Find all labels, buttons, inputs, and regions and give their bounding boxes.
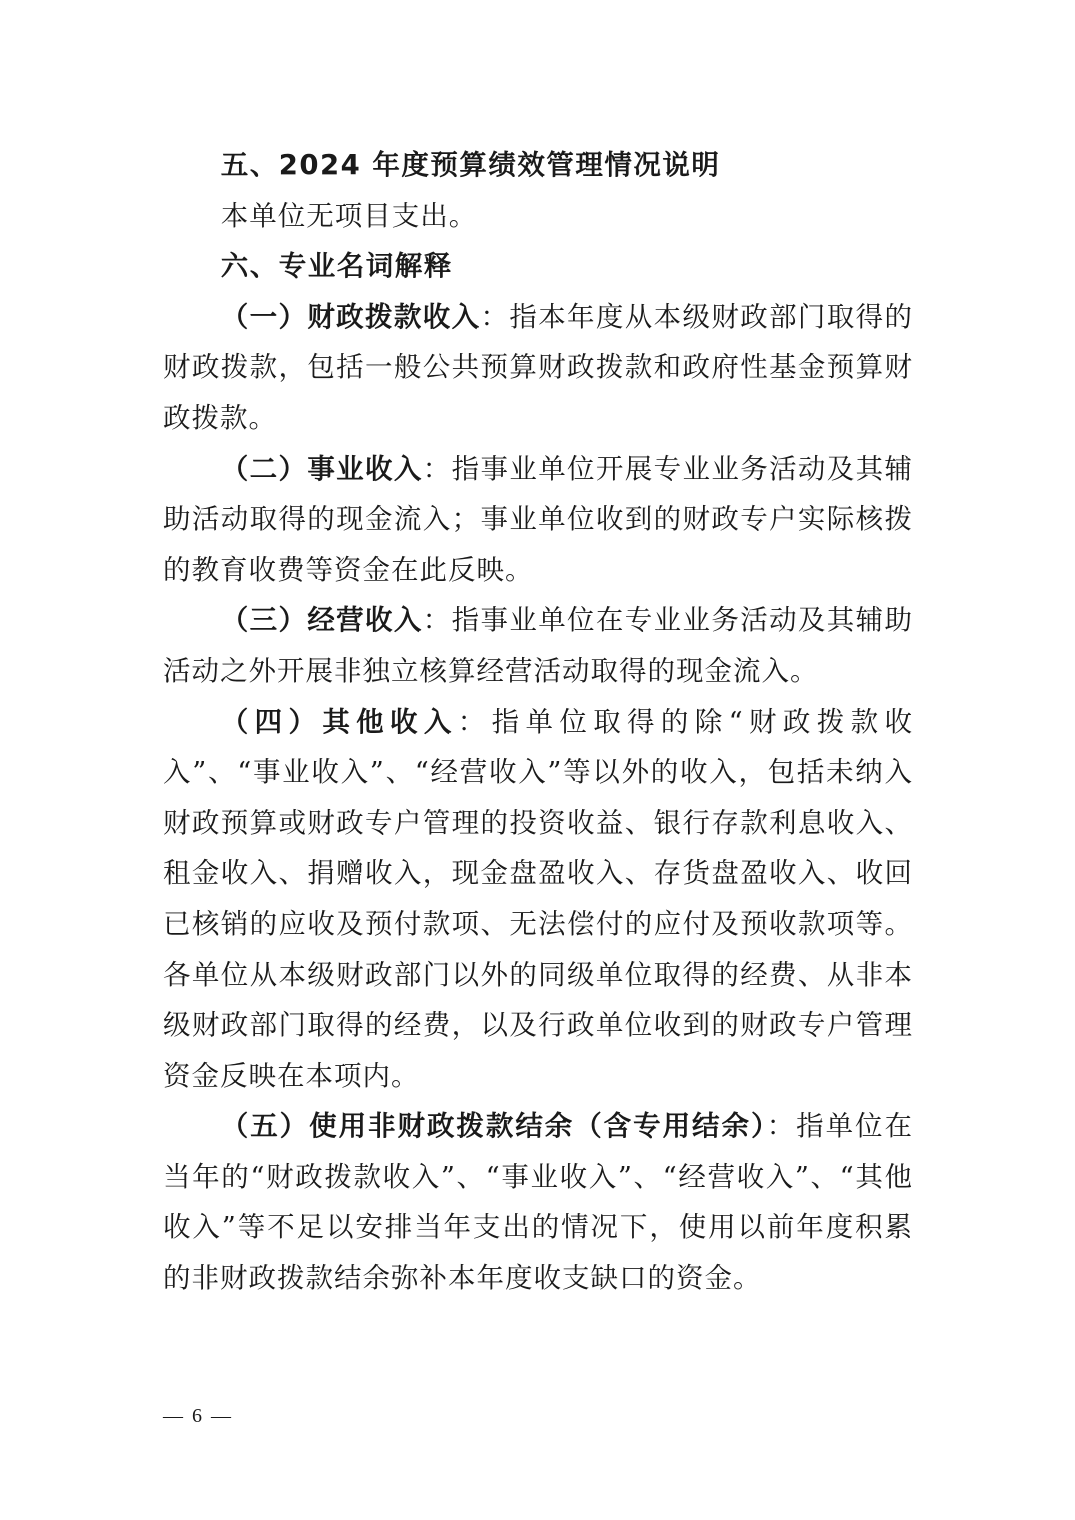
section-heading-terms: 六、专业名词解释 [220, 250, 453, 283]
term-title: （三）经营收入 [220, 604, 423, 637]
term-definition: ：指单位取得的除“财政拨款收入”、“事业收入”、“经营收入”等以外的收入，包括未纳入财政预算或财政专户管理的投资收益、银行存款利息收入、租金收入、捐赠收入，现金盘盈收入、存货盘盈收入、收回已核销的应收及预付款项、无法偿付的应付及预收款项等。各单位从本级财政部门以外的同级单位取得的经费、从非本级财政部门取得的经费，以及行政单位收到的财政专户管理资金反映在本项内。 [163, 705, 913, 1092]
page-number: — 6 — [163, 1405, 233, 1427]
term-definition: ：指本年度从本级财政部门取得的财政拨款，包括一般公共预算财政拨款和政府性基金预算财政拨款。 [163, 300, 914, 434]
term-title: （五）使用非财政拨款结余（含专用结余） [220, 1110, 767, 1143]
term-definition: ：指事业单位开展专业业务活动及其辅助活动取得的现金流入；事业单位收到的财政专户实际核拨的教育收费等资金在此反映。 [163, 452, 914, 586]
term-title: （一）财政拨款收入 [220, 300, 481, 333]
section-heading-budget-performance: 五、2024 年度预算绩效管理情况说明 [220, 149, 721, 181]
term-paragraph-fiscal-appropriation [163, 292, 913, 444]
term-title: （二）事业收入 [220, 452, 423, 485]
term-title: （四）其他收入 [220, 705, 458, 738]
term-paragraph-non-fiscal-balance [163, 1101, 913, 1303]
term-paragraph-other-income [163, 697, 913, 1102]
term-definition: ：指单位在当年的“财政拨款收入”、“事业收入”、“经营收入”、“其他收入”等不足以安排当年支出的情况下，使用以前年度积累的非财政拨款结余弥补本年度收支缺口的资金。 [163, 1110, 914, 1295]
document-body [163, 140, 913, 1304]
section-body-budget-performance: 本单位无项目支出。 [220, 199, 478, 232]
term-definition: ：指事业单位在专业业务活动及其辅助活动之外开展非独立核算经营活动取得的现金流入。 [163, 604, 914, 687]
term-paragraph-operating-income [163, 595, 913, 696]
term-paragraph-business-income [163, 444, 913, 596]
